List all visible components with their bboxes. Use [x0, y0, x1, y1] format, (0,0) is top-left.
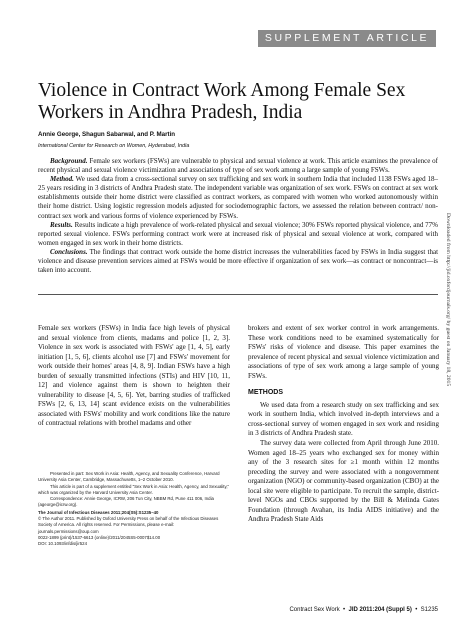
copyright-notice: © The Author 2011. Published by Oxford University Press on behalf of the Infectious Diseases Society of America. All rights reserved. For Permissions, please e-mail: journals.permissions@oup.com	[38, 516, 219, 534]
abstract-label: Background.	[50, 157, 88, 165]
download-sidebar	[446, 213, 456, 485]
abstract-label: Method.	[50, 175, 74, 184]
page-footer: Contract Sex Work • JID 2011:204 (Suppl 5) • S1235	[289, 607, 438, 613]
abstract-results	[38, 221, 438, 248]
abstract-text: Female sex workers (FSWs) are vulnerable to physical and sexual violence at work. This article examines the prevalence of recent physical and sexual violence victimization and associations of type of sex work among a large sample of young FSWs.	[38, 157, 438, 175]
abstract-text: The findings that contract work outside the home district increases the vulnerabilities faced by FSWs in India suggest that violence and disease prevention services aimed at FSWs would be more effective if organization of sex work—as contract or noncontract—is taken into account.	[38, 247, 439, 275]
download-notice[interactable]: Downloaded from http://jid.oxfordjournals.org/ by guest on January 18, 2015	[445, 213, 451, 387]
footnote-supplement: This article is part of a supplement entitled "Sex Work in Asia: Health, Agency, and Sexuality," which was organized by the Harvard University Asia Center.	[38, 483, 230, 495]
methods-heading: METHODS	[248, 389, 283, 397]
doi-link[interactable]: DOI: 10.1093/infdis/jir524	[38, 541, 88, 547]
body-paragraph: The survey data were collected from April through June 2010. Women aged 18–25 years who exchanged sex for money within any of the 3 research sites for ≥1 month within 12 months preceding the survey and were associated with a nongovernment organization (NGO) or community-based organization (CBO) at the local site were eligible to participate. To recruit the sample, district-level NGOs and CBOs supported by the Bill & Melinda Gates Foundation (through Avahan, its India AIDS initiative) and the Andhra Pradesh State Aids	[248, 439, 439, 524]
left-column	[38, 324, 230, 429]
abstract-label: Results.	[50, 220, 73, 229]
abstract	[38, 157, 438, 275]
footnote-correspondence: Correspondence: Annie George, ICRW, 206 Tun City, NBBM Rd, Pune 411 006, India (ageorge@icrw.org).	[38, 496, 214, 508]
body-paragraph: brokers and extent of sex worker control in work arrangements. These work conditions need to be examined systematically for FSWs' risks of violence and disease. This paper examines the prevalence of recent physical and sexual violence victimization and associations of type of sex work among a large sample of young FSWs.	[248, 324, 439, 380]
right-column	[248, 324, 439, 525]
body-paragraph: We used data from a research study on sex trafficking and sex work in southern India, which involved in-depth interviews and a cross-sectional survey of women engaged in sex work and residing in 3 districts of Andhra Pradesh state.	[248, 400, 439, 438]
abstract-text: We used data from a cross-sectional survey on sex trafficking and sex work in southern India that included 1138 FSWs aged 18–25 years residing in 3 districts of Andhra Pradesh state. The independent variable was organization of sex work. FSWs on contract at sex work establishments outside their home district were classified as contract workers, as compared with women who worked autonomously within their home district. Using logistic regression models adjusted for sociodemographic factors, we assessed the relation between contract/ non-contract sex work and various forms of violence experienced by FSWs.	[38, 175, 438, 220]
abstract-text: Results indicate a high prevalence of work-related physical and sexual violence; 30% FSWs reported physical violence, and 77% reported sexual violence. FSWs performing contract work were at increased risk of physical and sexual violence at work, compared with women engaged in sex work in their home districts.	[38, 220, 438, 247]
section-banner: SUPPLEMENT ARTICLE	[258, 30, 436, 47]
article-title: Violence in Contract Work Among Female Sex Workers in Andhra Pradesh, India	[38, 80, 406, 123]
footnotes	[38, 471, 230, 548]
abstract-conclusions	[38, 248, 438, 275]
issn-line: 0022-1899 (print)/1537-6613 (online)/2011/2045S5-0007$14.00	[38, 534, 161, 540]
abstract-background	[38, 157, 438, 175]
journal-citation: The Journal of Infectious Diseases 2011;204(S5):S1235–40	[38, 509, 159, 515]
author-list: Annie George, Shagun Sabarwal, and P. Martin	[38, 131, 176, 138]
footer-journal: JID 2011:204 (Suppl 5)	[348, 607, 412, 613]
abstract-label: Conclusions.	[50, 247, 88, 256]
footnote-presented: Presented in part: Sex Work in Asia: Health, Agency, and Sexuality Conference, Harvard University Asia Center, Cambridge, Massachusetts, 1–2 October 2010.	[38, 471, 220, 483]
author-affiliation: International Center for Research on Women, Hyderabad, India	[38, 143, 190, 149]
running-title: Contract Sex Work	[289, 607, 340, 613]
page-number: S1235	[420, 607, 438, 613]
abstract-method	[38, 175, 438, 220]
abstract-divider	[38, 294, 438, 295]
body-paragraph: Female sex workers (FSWs) in India face high levels of physical and sexual violence from clients, madams and police [1, 2, 3]. Violence in sex work is associated with FSWs' age [1, 4, 5], early initiation [1, 5, 6], clients alcohol use [7] and FSWs' movement for work outside their homes' areas [4, 8, 9]. Indian FSWs have a high burden of sexually transmitted infections (STIs) and HIV [10, 11, 12] and violence against them is shown to heighten their vulnerability to disease [4, 5, 6]. Yet, barring studies of trafficked FSWs [2, 6, 13, 14] scant evidence exists on the vulnerabilities associated with FSWs' mobility and work conditions like the nature of contractual relations with brothel madams and other	[38, 324, 230, 428]
